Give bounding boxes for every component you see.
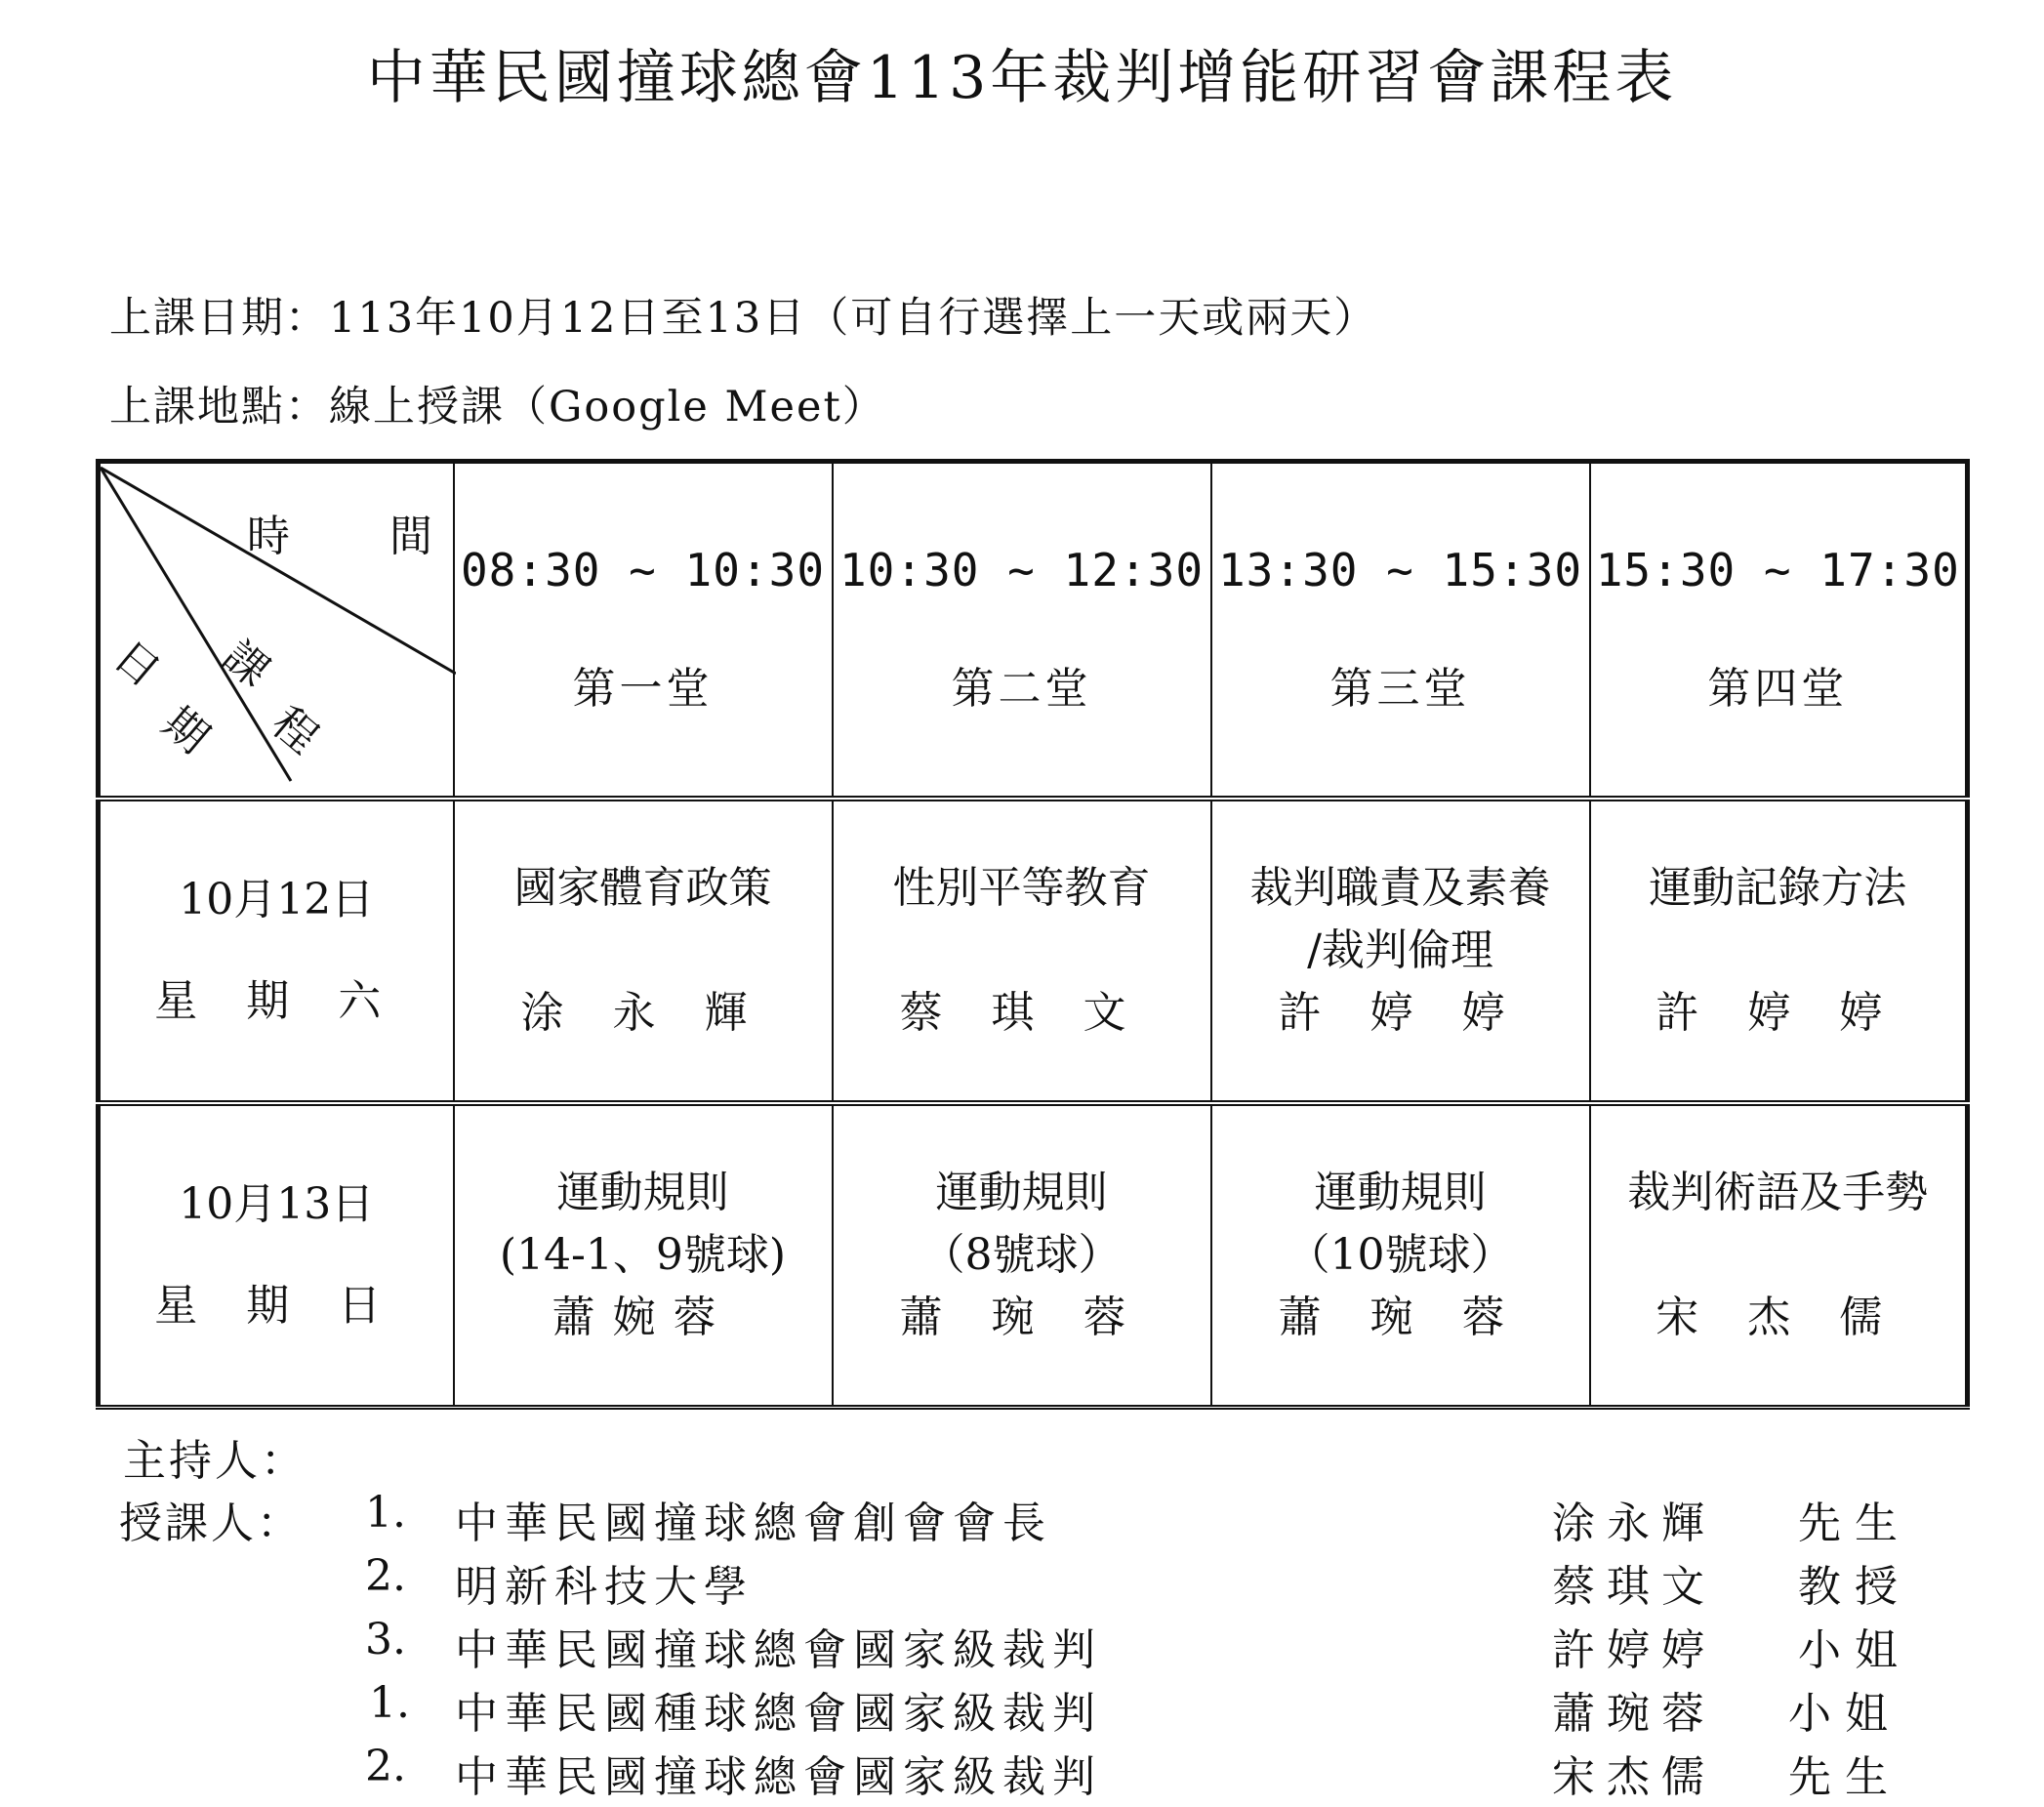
session-course-line2	[455, 920, 832, 982]
session-cell	[1590, 799, 1968, 1103]
session-cell	[1590, 1103, 1968, 1408]
session-cell	[1211, 1103, 1590, 1408]
instructor-organization: 中華民國撞球總會創會會長	[455, 1499, 1052, 1548]
period-label: 第一堂	[572, 664, 714, 714]
instructor-organization: 中華民國撞球總會國家級裁判	[455, 1752, 1102, 1802]
instructor-title: 小姐	[1798, 1625, 1911, 1675]
session-course-line2	[1591, 920, 1966, 982]
corner-cell	[99, 462, 454, 800]
course-date-line: 上課日期：113年10月12日至13日（可自行選擇上一天或兩天）	[109, 294, 1378, 343]
session-cell	[454, 799, 833, 1103]
session-course-line2	[834, 920, 1210, 982]
instructor-label: 授課人：	[119, 1499, 303, 1548]
session-cell	[833, 799, 1211, 1103]
period-time: 10:30 ~ 12:30	[838, 544, 1205, 596]
session-course: 運動規則	[556, 1168, 729, 1217]
session-course: 性別平等教育	[892, 863, 1151, 913]
instructor-number: 3.	[365, 1615, 406, 1664]
instructor-organization: 中華民國種球總會國家級裁判	[455, 1689, 1102, 1739]
instructor-name: 許婷婷	[1552, 1625, 1716, 1675]
session-course-line2	[1591, 1224, 1966, 1287]
corner-time-label: 時 間	[247, 512, 432, 561]
session-course: 運動規則	[935, 1168, 1108, 1217]
period-header	[454, 462, 833, 800]
page-title: 中華民國撞球總會113年裁判增能研習會課程表	[366, 44, 1678, 112]
session-course: 裁判職責及素養	[1249, 863, 1551, 913]
session-teacher: 蕭 琬 蓉	[1278, 1293, 1523, 1342]
session-teacher: 蕭婉蓉	[552, 1293, 734, 1342]
period-time: 15:30 ~ 17:30	[1595, 544, 1960, 596]
period-header	[1211, 462, 1590, 800]
period-label: 第三堂	[1329, 664, 1471, 714]
instructor-title: 先生	[1788, 1752, 1901, 1802]
table-row	[99, 799, 1968, 1103]
session-course-line2: /裁判倫理	[1307, 925, 1493, 975]
course-location-line: 上課地點：線上授課（Google Meet）	[109, 383, 886, 431]
session-course: 運動記錄方法	[1649, 863, 1907, 913]
day-date: 10月13日	[179, 1179, 375, 1229]
day-date: 10月12日	[179, 875, 375, 924]
session-teacher: 蔡 琪 文	[899, 988, 1144, 1038]
session-teacher: 宋 杰 儒	[1656, 1293, 1901, 1342]
session-cell	[833, 1103, 1211, 1408]
instructor-number: 2.	[365, 1551, 406, 1601]
session-teacher: 許 婷 婷	[1656, 988, 1901, 1038]
corner-course-label: 課	[213, 631, 279, 698]
schedule-table	[96, 459, 1970, 1410]
instructor-name: 宋杰儒	[1552, 1752, 1716, 1802]
instructor-name: 涂永輝	[1552, 1499, 1716, 1548]
day-cell	[99, 799, 454, 1103]
session-cell	[454, 1103, 833, 1408]
instructor-organization: 明新科技大學	[455, 1562, 754, 1612]
instructor-organization: 中華民國撞球總會國家級裁判	[455, 1625, 1102, 1675]
instructor-number: 1.	[365, 1488, 406, 1538]
period-header	[1590, 462, 1968, 800]
period-header	[833, 462, 1211, 800]
session-course-line2: （8號球）	[921, 1230, 1122, 1280]
session-course-line2: (14-1、9號球)	[499, 1230, 787, 1280]
instructor-title: 教授	[1798, 1562, 1911, 1612]
session-cell	[1211, 799, 1590, 1103]
period-time: 13:30 ~ 15:30	[1217, 544, 1583, 596]
day-weekday: 星 期 六	[154, 976, 399, 1026]
period-label: 第四堂	[1707, 664, 1849, 714]
session-teacher: 涂 永 輝	[520, 988, 765, 1038]
instructor-title: 小姐	[1788, 1689, 1901, 1739]
day-cell	[99, 1103, 454, 1408]
instructor-number: 2.	[365, 1742, 406, 1791]
instructor-name: 蕭琬蓉	[1552, 1689, 1716, 1739]
corner-date-label: 期	[152, 697, 219, 764]
instructor-name: 蔡琪文	[1552, 1562, 1716, 1612]
session-teacher: 蕭 琬 蓉	[899, 1293, 1144, 1342]
session-course-line2: （10號球）	[1287, 1230, 1514, 1280]
instructor-number: 1.	[369, 1678, 410, 1728]
session-course: 運動規則	[1314, 1168, 1487, 1217]
schedule-header-row	[99, 462, 1968, 800]
corner-date-label: 日	[103, 631, 170, 698]
day-weekday: 星 期 日	[154, 1281, 399, 1331]
session-course: 國家體育政策	[513, 863, 772, 913]
table-row	[99, 1103, 1968, 1408]
period-label: 第二堂	[951, 664, 1092, 714]
session-teacher: 許 婷 婷	[1278, 988, 1523, 1038]
period-time: 08:30 ~ 10:30	[460, 544, 826, 596]
corner-course-label: 程	[262, 697, 328, 764]
instructor-title: 先生	[1798, 1499, 1911, 1548]
host-label: 主持人：	[123, 1436, 307, 1486]
session-course: 裁判術語及手勢	[1627, 1168, 1929, 1217]
